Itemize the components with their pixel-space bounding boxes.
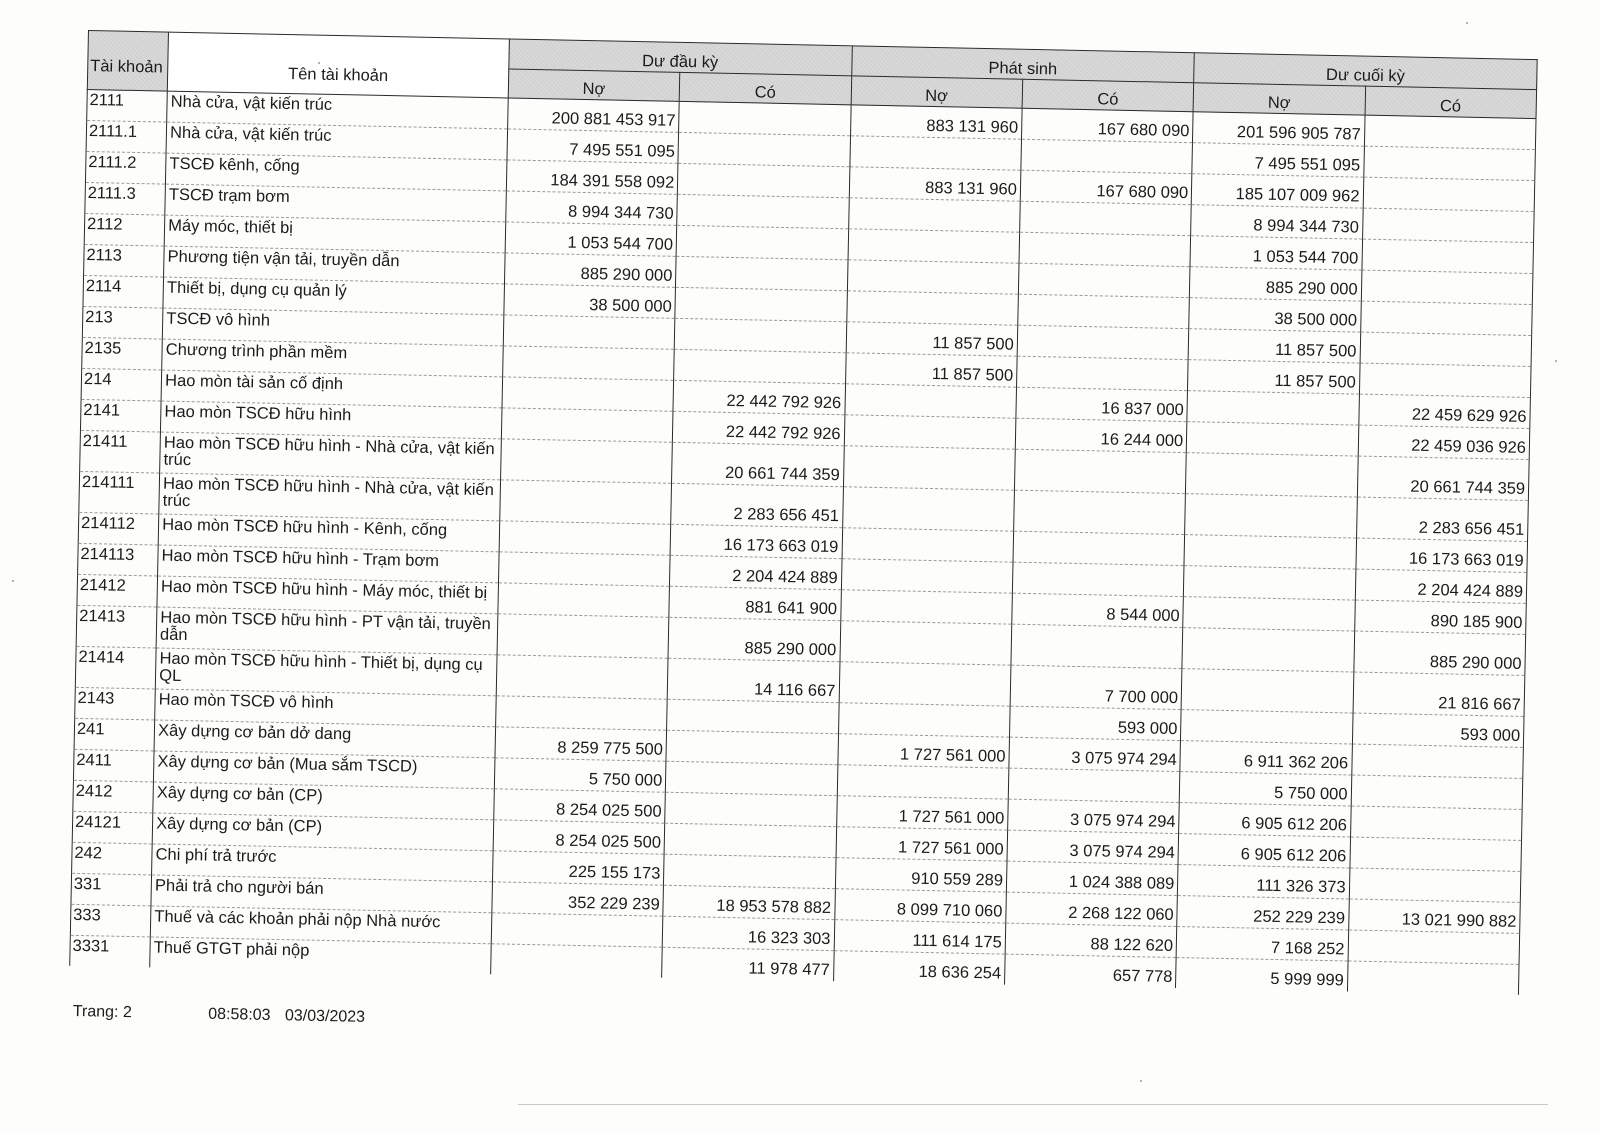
movement-debit-cell: 1 727 561 000 [837,734,1009,768]
movement-credit-cell [1018,263,1190,297]
movement-debit-cell [846,291,1018,325]
closing-credit-cell: 20 661 744 359 [1357,456,1529,500]
movement-credit-cell: 657 778 [1004,954,1176,988]
closing-credit-cell: 2 283 656 451 [1356,497,1528,541]
closing-debit-cell [1182,628,1354,672]
closing-debit-cell [1181,669,1353,713]
closing-debit-cell: 201 596 905 787 [1193,112,1365,146]
account-name-cell: Phương tiện vận tải, truyền dẫn [164,246,505,284]
opening-credit-cell [665,792,837,826]
opening-credit-cell: 14 116 667 [667,658,839,702]
opening-debit-cell: 38 500 000 [504,284,676,318]
account-name-cell: Phải trả cho người bán [151,875,492,913]
closing-debit-cell: 8 994 344 730 [1191,205,1363,239]
account-name-cell: Nhà cửa, vật kiến trúc [166,122,507,160]
opening-credit-cell [675,287,847,321]
account-code-cell: 2111.2 [85,151,166,184]
opening-credit-cell: 2 283 656 451 [671,483,843,527]
page-number: Trang: 2 [72,1003,132,1022]
movement-credit-cell: 88 122 620 [1005,923,1177,957]
movement-credit-cell: 16 244 000 [1015,418,1187,452]
movement-debit-cell [837,765,1009,799]
movement-credit-cell [1014,449,1186,493]
movement-debit-cell [842,487,1014,531]
movement-credit-cell: 2 268 122 060 [1006,892,1178,926]
movement-debit-cell [842,528,1014,562]
movement-debit-cell [840,590,1012,624]
movement-debit-cell: 8 099 710 060 [834,889,1006,923]
movement-credit-cell [1021,139,1193,173]
account-code-cell: 21413 [76,605,157,648]
closing-credit-cell [1359,363,1531,397]
movement-debit-cell: 11 857 500 [845,353,1017,387]
page-footer [73,1003,438,1028]
account-name-column-header: Tên tài khoản [167,32,509,98]
movement-debit-cell: 1 727 561 000 [836,827,1008,861]
closing-credit-cell [1362,239,1534,273]
scan-speck [318,62,320,64]
opening-credit-cell [664,823,836,857]
movement-debit-cell [839,662,1011,706]
scan-speck [1466,22,1468,24]
opening-credit-header: Có [679,72,851,105]
opening-credit-cell: 18 953 578 882 [663,885,835,919]
opening-credit-cell [674,318,846,352]
trial-balance-sheet [69,30,1537,995]
opening-debit-cell: 200 881 453 917 [507,98,679,132]
opening-credit-cell [667,699,839,733]
account-code-cell: 2111.3 [85,182,166,215]
movement-credit-cell: 16 837 000 [1016,387,1188,421]
opening-debit-cell: 1 053 544 700 [505,222,677,256]
closing-credit-cell [1364,115,1536,149]
account-code-cell: 2141 [80,399,161,432]
closing-debit-cell: 6 905 612 206 [1179,803,1351,837]
closing-credit-cell: 16 173 663 019 [1356,538,1528,572]
opening-debit-cell [500,480,672,524]
movement-credit-cell: 167 680 090 [1021,108,1193,142]
closing-credit-cell: 890 185 900 [1354,600,1526,634]
closing-debit-cell [1187,391,1359,425]
account-code-cell: 24121 [72,811,153,844]
closing-debit-cell: 185 107 009 962 [1191,174,1363,208]
movement-credit-cell [1013,531,1185,565]
print-date: 03/03/2023 [284,1007,366,1026]
movement-credit-cell: 8 544 000 [1012,593,1184,627]
opening-credit-cell [674,349,846,383]
closing-credit-cell: 885 290 000 [1353,631,1525,675]
opening-debit-cell: 5 750 000 [494,758,666,792]
account-code-cell: 21411 [80,430,161,473]
account-code-cell: 2114 [83,275,164,308]
account-code-cell: 21414 [75,646,156,689]
movement-credit-cell: 167 680 090 [1020,170,1192,204]
closing-debit-cell: 38 500 000 [1189,298,1361,332]
closing-debit-cell [1184,566,1356,600]
movement-credit-cell: 3 075 974 294 [1009,737,1181,771]
account-name-cell: Hao mòn TSCĐ hữu hình - Máy móc, thiết bị [157,576,498,614]
movement-debit-cell: 111 614 175 [834,920,1006,954]
closing-debit-cell: 252 229 239 [1177,896,1349,930]
closing-credit-cell [1348,930,1520,964]
account-code-cell: 2411 [73,749,154,782]
closing-debit-cell: 7 168 252 [1176,927,1348,961]
closing-debit-cell: 5 999 999 [1176,958,1348,992]
movement-debit-cell [848,198,1020,232]
account-name-cell: Hao mòn TSCĐ hữu hình - Kênh, cống [158,514,499,552]
account-code-cell: 214113 [78,543,159,576]
account-name-cell: Hao mòn TSCĐ hữu hình - Thiết bị, dụng cụ QL [155,648,496,696]
account-name-cell: Chương trình phần mềm [162,339,503,377]
account-name-cell: Xây dựng cơ bản dở dang [154,720,495,758]
account-code-cell: 214 [81,368,162,401]
account-name-cell: Xây dựng cơ bản (CP) [153,782,494,820]
opening-credit-cell [678,132,850,166]
movement-debit-cell: 11 857 500 [846,322,1018,356]
account-column-header: Tài khoản [87,31,168,92]
account-code-cell: 331 [71,873,152,906]
closing-credit-cell [1360,332,1532,366]
movement-credit-cell: 593 000 [1009,706,1181,740]
closing-debit-header: Nợ [1193,82,1365,115]
opening-debit-cell [495,696,667,730]
opening-debit-header: Nợ [508,68,680,101]
opening-credit-cell [664,854,836,888]
closing-debit-cell [1186,422,1358,456]
movement-debit-cell [844,415,1016,449]
opening-debit-cell [497,614,669,658]
opening-credit-cell: 881 641 900 [669,586,841,620]
account-name-cell: Máy móc, thiết bị [164,215,505,253]
closing-credit-cell [1349,868,1521,902]
account-name-cell: Thuế GTGT phải nộp [150,937,491,974]
movement-credit-cell: 7 700 000 [1010,665,1182,709]
movement-credit-cell: 3 075 974 294 [1007,830,1179,864]
closing-credit-cell [1361,270,1533,304]
opening-credit-cell: 22 442 792 926 [673,380,845,414]
account-code-cell: 214112 [78,512,159,545]
account-name-cell: Hao mòn tài sản cố định [161,370,502,408]
opening-credit-cell: 11 978 477 [662,947,834,981]
account-name-cell: Hao mòn TSCĐ vô hình [155,689,496,727]
closing-credit-cell [1360,301,1532,335]
opening-debit-cell: 352 229 239 [492,882,664,916]
movement-debit-cell [838,703,1010,737]
scan-edge-line [518,1104,1548,1105]
movement-credit-cell [1012,562,1184,596]
opening-credit-cell [676,256,848,290]
opening-debit-cell [503,315,675,349]
opening-debit-cell: 8 994 344 730 [506,191,678,225]
closing-credit-cell: 593 000 [1352,713,1524,747]
account-name-cell: Thiết bị, dụng cụ quản lý [163,277,504,315]
closing-credit-cell [1350,806,1522,840]
closing-debit-cell [1184,535,1356,569]
account-name-cell: Thuế và các khoản phải nộp Nhà nước [150,906,491,944]
movement-credit-cell [1016,356,1188,390]
movement-debit-cell: 910 559 289 [835,858,1007,892]
account-code-cell: 2111 [87,89,168,122]
account-code-cell: 2143 [75,687,156,720]
opening-credit-cell [666,730,838,764]
opening-balance-header: Dư đầu kỳ [509,39,852,75]
closing-debit-cell: 6 905 612 206 [1178,834,1350,868]
movement-debit-cell [848,229,1020,263]
closing-debit-cell: 11 857 500 [1188,329,1360,363]
movement-credit-cell [1019,232,1191,266]
movement-debit-cell [841,559,1013,593]
closing-debit-cell: 6 911 362 206 [1180,741,1352,775]
account-code-cell: 213 [82,306,163,339]
closing-debit-cell: 111 326 373 [1178,865,1350,899]
closing-credit-cell: 22 459 036 926 [1358,425,1530,459]
closing-credit-cell [1351,744,1523,778]
movement-debit-cell: 1 727 561 000 [836,796,1008,830]
opening-credit-cell: 16 323 303 [662,916,834,950]
opening-credit-cell: 2 204 424 889 [670,555,842,589]
opening-credit-cell [676,225,848,259]
movement-credit-cell [1018,294,1190,328]
closing-credit-cell: 2 204 424 889 [1355,569,1527,603]
opening-debit-cell [498,552,670,586]
closing-debit-cell [1183,597,1355,631]
account-code-cell: 2113 [84,244,165,277]
movement-credit-cell [1008,768,1180,802]
account-name-cell: Hao mòn TSCĐ hữu hình [161,401,502,439]
movement-debit-cell [840,621,1012,665]
movement-credit-cell [1017,325,1189,359]
opening-debit-cell: 8 254 025 500 [494,789,666,823]
opening-debit-cell [490,944,662,978]
closing-credit-cell: 21 816 667 [1353,672,1525,716]
account-name-cell: Hao mòn TSCĐ hữu hình - PT vận tải, truyền dẫn [156,607,497,655]
opening-credit-cell [679,101,851,135]
opening-credit-cell [666,761,838,795]
account-code-cell: 2412 [73,780,154,813]
opening-debit-cell: 7 495 551 095 [507,129,679,163]
closing-debit-cell: 885 290 000 [1190,267,1362,301]
opening-debit-cell [502,346,674,380]
account-name-cell: Xây dựng cơ bản (Mua sắm TSCD) [154,751,495,789]
movement-credit-cell [1020,201,1192,235]
opening-debit-cell: 225 155 173 [492,851,664,885]
movement-debit-cell [847,260,1019,294]
closing-credit-cell [1363,177,1535,211]
scan-speck [1555,360,1557,362]
closing-debit-cell [1185,494,1357,538]
account-code-cell: 3331 [70,935,151,967]
closing-debit-cell: 11 857 500 [1188,360,1360,394]
closing-debit-cell [1186,453,1358,497]
account-code-cell: 214111 [79,471,160,514]
movement-credit-cell: 3 075 974 294 [1008,799,1180,833]
movement-credit-cell [1014,490,1186,534]
closing-credit-header: Có [1365,86,1537,119]
closing-credit-cell: 22 459 629 926 [1358,394,1530,428]
account-name-cell: Nhà cửa, vật kiến trúc [167,91,508,129]
movement-debit-header: Nợ [851,75,1023,108]
opening-credit-cell: 885 290 000 [668,617,840,661]
scan-speck [12,580,14,582]
opening-debit-cell [501,408,673,442]
account-code-cell: 21412 [77,574,158,607]
closing-balance-header: Dư cuối kỳ [1194,53,1537,89]
closing-credit-cell [1347,961,1519,995]
closing-debit-cell [1181,710,1353,744]
account-code-cell: 2135 [82,337,163,370]
account-name-cell: Hao mòn TSCĐ hữu hình - Nhà cửa, vật kiến trúc [160,432,501,480]
account-code-cell: 2111.1 [86,120,167,153]
account-code-cell: 2112 [84,213,165,246]
movement-debit-cell [843,446,1015,490]
movement-credit-header: Có [1022,79,1194,112]
opening-credit-cell: 22 442 792 926 [673,411,845,445]
account-name-cell: TSCĐ trạm bơm [165,184,506,222]
ledger-body [70,89,1536,994]
account-name-cell: TSCĐ kênh, cống [166,153,507,191]
account-code-cell: 333 [70,904,151,937]
closing-credit-cell [1351,775,1523,809]
scan-speck [1140,1080,1142,1082]
closing-debit-cell: 7 495 551 095 [1192,143,1364,177]
account-name-cell: Hao mòn TSCĐ hữu hình - Nhà cửa, vật kiến trúc [159,473,500,521]
print-time: 08:58:03 [208,1005,271,1024]
account-code-cell: 242 [72,842,153,875]
closing-credit-cell [1350,837,1522,871]
account-name-cell: Chi phí trả trước [152,844,493,882]
opening-debit-cell: 8 254 025 500 [493,820,665,854]
movement-credit-cell: 1 024 388 089 [1006,861,1178,895]
opening-debit-cell: 8 259 775 500 [495,727,667,761]
closing-credit-cell [1362,208,1534,242]
movement-debit-cell: 18 636 254 [833,951,1005,985]
opening-debit-cell [500,439,672,483]
opening-debit-cell [502,377,674,411]
account-name-cell: Hao mòn TSCĐ hữu hình - Trạm bơm [158,545,499,583]
closing-debit-cell: 1 053 544 700 [1190,236,1362,270]
movement-debit-cell: 883 131 960 [850,105,1022,139]
opening-debit-cell: 885 290 000 [504,253,676,287]
closing-credit-cell: 13 021 990 882 [1348,899,1520,933]
opening-debit-cell [499,521,671,555]
account-name-cell: TSCĐ vô hình [162,308,503,346]
opening-debit-cell: 184 391 558 092 [506,160,678,194]
movement-debit-cell: 883 131 960 [849,167,1021,201]
opening-debit-cell [496,655,668,699]
trial-balance-table [69,30,1537,995]
opening-credit-cell [677,194,849,228]
closing-debit-cell: 5 750 000 [1179,772,1351,806]
opening-credit-cell: 20 661 744 359 [672,442,844,486]
account-name-cell: Xây dựng cơ bản (CP) [152,813,493,851]
movement-debit-cell [844,384,1016,418]
account-code-cell: 241 [74,718,155,751]
opening-debit-cell [498,583,670,617]
opening-credit-cell [678,163,850,197]
opening-credit-cell: 16 173 663 019 [670,524,842,558]
opening-debit-cell [491,913,663,947]
movement-debit-cell [849,136,1021,170]
movement-header: Phát sinh [851,46,1194,82]
closing-credit-cell [1363,146,1535,180]
movement-credit-cell [1011,624,1183,668]
